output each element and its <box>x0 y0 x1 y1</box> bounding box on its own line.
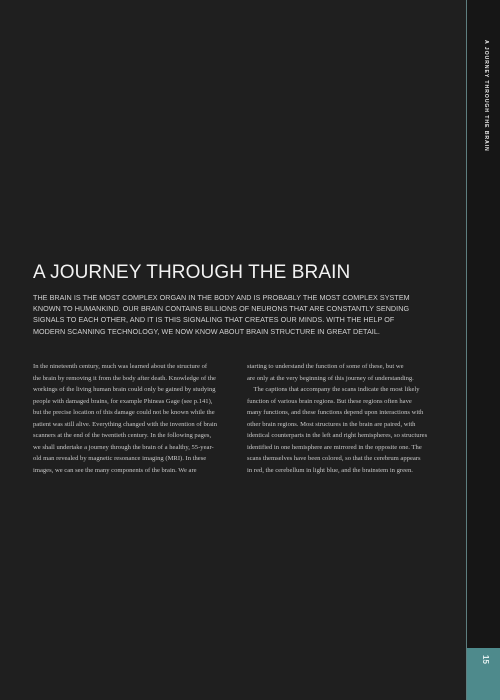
body-line: scanners at the end of the twentieth century. In the following pages, <box>33 432 212 439</box>
body-line: but the precise location of this damage could not be known while the <box>33 409 215 416</box>
body-line: old man revealed by magnetic resonance imaging (MRI). In these <box>33 455 207 462</box>
standfirst-line: KNOWN TO HUMANKIND. OUR BRAIN CONTAINS BILLIONS OF NEURONS THAT ARE CONSTANTLY SENDING <box>33 304 410 314</box>
body-line: In the nineteenth century, much was learned about the structure of <box>33 363 208 370</box>
standfirst-line: SIGNALS TO EACH OTHER, AND IT IS THIS SIGNALING THAT CREATES OUR MINDS. WITH THE HELP OF <box>33 315 395 325</box>
body-column-right <box>247 361 462 476</box>
body-line: The captions that accompany the scans indicate the most likely <box>247 386 420 393</box>
body-line: workings of the living human brain could only be gained by studying <box>33 386 216 393</box>
page-title: A JOURNEY THROUGH THE BRAIN <box>33 262 351 283</box>
vertical-accent-rule <box>466 0 467 700</box>
body-line: starting to understand the function of some of these, but we <box>247 363 404 370</box>
body-line: many functions, and these functions depend upon interactions with <box>247 409 424 416</box>
body-line: people with damaged brains, for example Phineas Gage (see p.141), <box>33 397 213 405</box>
standfirst <box>33 292 428 337</box>
page-number: 15 <box>481 655 490 664</box>
standfirst-line: MODERN SCANNING TECHNOLOGY, WE NOW KNOW ABOUT BRAIN STRUCTURE IN GREAT DETAIL. <box>33 326 380 336</box>
body-line: scans themselves have been colored, so that the cerebrum appears <box>247 455 421 462</box>
body-line: identified in one hemisphere are mirrored in the opposite one. The <box>247 443 422 451</box>
body-line: the brain by removing it from the body after death. Knowledge of the <box>33 374 216 382</box>
body-line: other brain regions. Most structures in the brain are paired, with <box>247 420 416 428</box>
body-line: we shall undertake a journey through the brain of a healthy, 55-year- <box>33 443 214 451</box>
body-column-left <box>33 361 248 476</box>
body-line: in red, the cerebellum in light blue, and the brainstem in green. <box>247 466 413 474</box>
body-line: are only at the very beginning of this journey of understanding. <box>247 374 414 382</box>
body-line: images, we can see the many components of the brain. We are <box>33 466 197 474</box>
body-line: identical counterparts in the left and right hemispheres, so structures <box>247 432 428 439</box>
body-line: function of various brain regions. But these regions often have <box>247 397 412 405</box>
standfirst-line: THE BRAIN IS THE MOST COMPLEX ORGAN IN THE BODY AND IS PROBABLY THE MOST COMPLEX SYSTEM <box>33 293 410 302</box>
running-head: A JOURNEY THROUGH THE BRAIN <box>483 40 489 152</box>
body-line: patient was still alive. Everything changed with the invention of brain <box>33 420 218 428</box>
